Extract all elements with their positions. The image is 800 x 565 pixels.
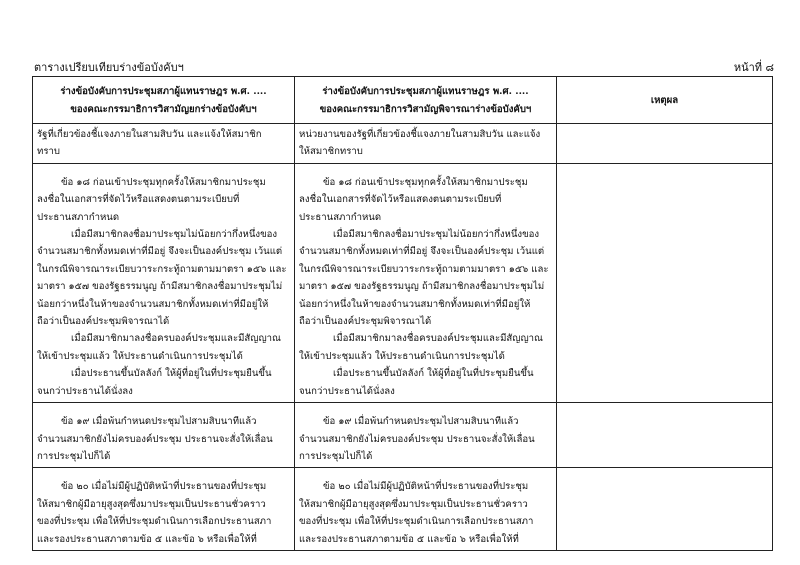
text-line: ประธานสภากำหนด <box>299 211 382 223</box>
text-line: จำนวนสมาชิกทั้งหมดเท่าที่มีอยู่ จึงจะเป็นองค์ประชุม เว้นแต่ <box>37 246 283 258</box>
text-line: ข้อ ๑๙ เมื่อพ้นกำหนดประชุมไปสามสิบนาทีแล้ว <box>323 416 519 428</box>
table-row <box>33 403 773 468</box>
text-line: รัฐที่เกี่ยวข้องชี้แจงภายในสามสิบวัน และแจ้งให้สมาชิก <box>37 129 262 140</box>
table-header-row <box>33 77 773 124</box>
text-line: การประชุมไปก็ได้ <box>299 450 373 462</box>
text-line: ลงชื่อในเอกสารที่จัดไว้หรือแสดงตนตามระเบียบที่ <box>37 194 240 206</box>
text-line: ถือว่าเป็นองค์ประชุมพิจารณาได้ <box>37 316 170 328</box>
table-row <box>33 163 773 402</box>
text-line: จนกว่าประธานได้นั่งลง <box>299 385 395 397</box>
cell-reason <box>557 403 773 468</box>
header-review-draft <box>295 77 557 124</box>
comparison-table <box>32 76 773 551</box>
text-line: ประธานสภากำหนด <box>37 211 120 223</box>
cell-left <box>33 163 295 402</box>
text-line: จำนวนสมาชิกยังไม่ครบองค์ประชุม ประธานจะสั่งให้เลื่อน <box>37 433 273 445</box>
text-line: ลงชื่อในเอกสารที่จัดไว้หรือแสดงตนตามระเบียบที่ <box>299 194 502 206</box>
text-line: จนกว่าประธานได้นั่งลง <box>37 385 133 397</box>
table-row <box>33 124 773 164</box>
text-line: ข้อ ๑๘ ก่อนเข้าประชุมทุกครั้งให้สมาชิกมาประชุม <box>323 176 528 188</box>
text-line: ให้เข้าประชุมแล้ว ให้ประธานดำเนินการประชุมได้ <box>299 350 505 362</box>
text-line: น้อยกว่าหนึ่งในห้าของจำนวนสมาชิกทั้งหมดเท่าที่มีอยู่ให้ <box>299 298 531 310</box>
text-line: เมื่อมีสมาชิกลงชื่อมาประชุมไม่น้อยกว่ากึ่งหนึ่งของ <box>71 229 278 241</box>
header-line: ร่างข้อบังคับการประชุมสภาผู้แทนราษฎร พ.ศ. .... <box>322 86 529 97</box>
cell-reason <box>557 124 773 164</box>
text-line: ข้อ ๑๘ ก่อนเข้าประชุมทุกครั้งให้สมาชิกมาประชุม <box>61 176 266 188</box>
text-line: มาตรา ๑๕๗ ของรัฐธรรมนูญ ถ้ามีสมาชิกลงชื่อมาประชุมไม่ <box>299 281 545 293</box>
text-line: ในกรณีพิจารณาระเบียบวาระกระทู้ถามตามมาตรา ๑๕๖ และ <box>37 263 287 275</box>
text-line: ข้อ ๑๙ เมื่อพ้นกำหนดประชุมไปสามสิบนาทีแล้ว <box>61 416 257 428</box>
cell-right <box>295 468 557 551</box>
header-committee-draft <box>33 77 295 124</box>
cell-left <box>33 468 295 551</box>
table-row <box>33 468 773 551</box>
text-line: เมื่อมีสมาชิกลงชื่อมาประชุมไม่น้อยกว่ากึ่งหนึ่งของ <box>333 229 540 241</box>
header-reason <box>557 77 773 124</box>
text-line: และรองประธานสภาตามข้อ ๕ และข้อ ๖ หรือเพื่อให้ที่ <box>299 533 519 545</box>
text-line: ข้อ ๒๐ เมื่อไม่มีผู้ปฏิบัติหน้าที่ประธานของที่ประชุม <box>323 481 529 493</box>
text-line: ของที่ประชุม เพื่อให้ที่ประชุมดำเนินการเลือกประธานสภา <box>299 516 534 528</box>
page-number: หน้าที่ ๘ <box>733 61 774 74</box>
text-line: ทราบ <box>37 146 60 158</box>
text-line: เมื่อประธานขึ้นบัลลังก์ ให้ผู้ที่อยู่ในที่ประชุมยืนขึ้น <box>71 368 272 380</box>
text-line: น้อยกว่าหนึ่งในห้าของจำนวนสมาชิกทั้งหมดเท่าที่มีอยู่ให้ <box>37 298 269 310</box>
text-line: และรองประธานสภาตามข้อ ๕ และข้อ ๖ หรือเพื่อให้ที่ <box>37 533 257 545</box>
cell-left <box>33 403 295 468</box>
text-line: จำนวนสมาชิกยังไม่ครบองค์ประชุม ประธานจะสั่งให้เลื่อน <box>299 433 535 445</box>
text-line: ในกรณีพิจารณาระเบียบวาระกระทู้ถามตามมาตรา ๑๕๖ และ <box>299 263 549 275</box>
text-line: จำนวนสมาชิกทั้งหมดเท่าที่มีอยู่ จึงจะเป็นองค์ประชุม เว้นแต่ <box>299 246 545 258</box>
cell-right <box>295 403 557 468</box>
text-line: เมื่อประธานขึ้นบัลลังก์ ให้ผู้ที่อยู่ในที่ประชุมยืนขึ้น <box>333 368 534 380</box>
text-line: ถือว่าเป็นองค์ประชุมพิจารณาได้ <box>299 316 432 328</box>
header-line: เหตุผล <box>650 95 679 106</box>
header-line: ร่างข้อบังคับการประชุมสภาผู้แทนราษฎร พ.ศ. .... <box>60 86 267 97</box>
text-line: เมื่อมีสมาชิกมาลงชื่อครบองค์ประชุมและมีสัญญาณ <box>333 333 543 345</box>
text-line: ให้สมาชิกผู้มีอายุสูงสุดซึ่งมาประชุมเป็นประธานชั่วคราว <box>37 498 266 510</box>
cell-reason <box>557 468 773 551</box>
text-line: ข้อ ๒๐ เมื่อไม่มีผู้ปฏิบัติหน้าที่ประธานของที่ประชุม <box>61 481 267 493</box>
cell-reason <box>557 163 773 402</box>
text-line: ของที่ประชุม เพื่อให้ที่ประชุมดำเนินการเลือกประธานสภา <box>37 516 272 528</box>
document-title: ตารางเปรียบเทียบร่างข้อบังคับฯ <box>34 61 184 74</box>
text-line: มาตรา ๑๕๗ ของรัฐธรรมนูญ ถ้ามีสมาชิกลงชื่อมาประชุมไม่ <box>37 281 283 293</box>
header-line: ของคณะกรรมาธิการวิสามัญพิจารณาร่างข้อบังคับฯ <box>319 104 532 115</box>
header-line: ของคณะกรรมาธิการวิสามัญยกร่างข้อบังคับฯ <box>70 104 257 115</box>
text-line: การประชุมไปก็ได้ <box>37 450 111 462</box>
cell-right <box>295 163 557 402</box>
text-line: ให้เข้าประชุมแล้ว ให้ประธานดำเนินการประชุมได้ <box>37 350 243 362</box>
text-line: หน่วยงานของรัฐที่เกี่ยวข้องชี้แจงภายในสามสิบวัน และแจ้ง <box>299 129 541 140</box>
text-line: ให้สมาชิกทราบ <box>299 146 363 158</box>
cell-left <box>33 124 295 164</box>
text-line: เมื่อมีสมาชิกมาลงชื่อครบองค์ประชุมและมีสัญญาณ <box>71 333 281 345</box>
cell-right <box>295 124 557 164</box>
text-line: ให้สมาชิกผู้มีอายุสูงสุดซึ่งมาประชุมเป็นประธานชั่วคราว <box>299 498 528 510</box>
